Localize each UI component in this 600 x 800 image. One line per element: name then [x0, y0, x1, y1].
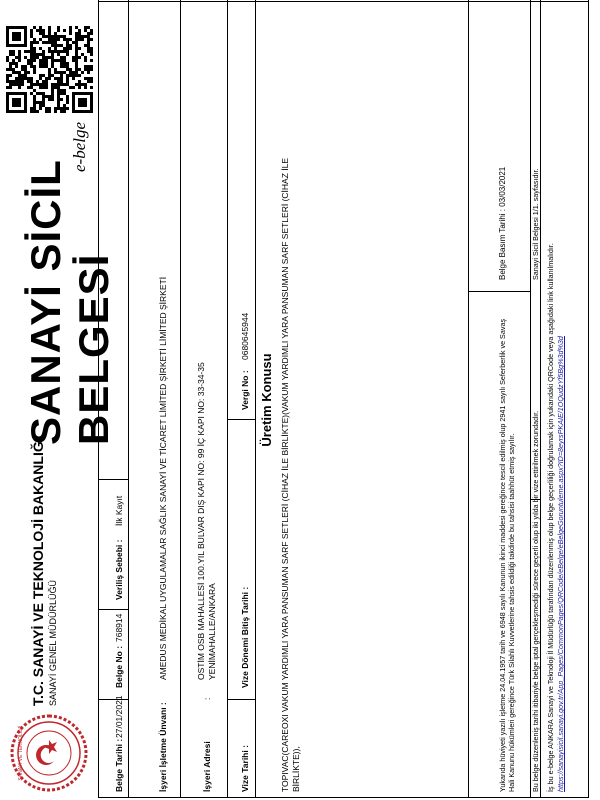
unvan-value: AMEDUS MEDİKAL UYGULAMALAR SAĞLIK SANAYİ VE TİCARET LİMİTED ŞİRKETİ LİMİTED ŞİRKETİ	[158, 276, 168, 680]
ministry-name: T.C. SANAYİ VE TEKNOLOJİ BAKANLIĞI	[30, 437, 46, 706]
verification-text: İş bu e-belge ANKARA Sanayi ve Teknoloji İl Müdürlüğü tarafından düzenlenmiş olup belge geçerliliği doğrulamak için yukarıdaki QRCode veya aşağıdaki link kullanılmalıdır.	[546, 243, 555, 792]
vize-label: Vize Tarihi :	[240, 745, 250, 792]
row3-divider	[227, 0, 228, 798]
document-title: SANAYİ SİCİL BELGESİ	[22, 159, 117, 445]
cell-divider	[468, 291, 530, 292]
qr-code-icon[interactable]	[6, 5, 94, 133]
footer-divider-3	[540, 0, 541, 798]
verilis-value: İlk Kayıt	[114, 495, 124, 526]
frame-top-line	[98, 0, 99, 798]
production-heading: Üretim Konusu	[259, 353, 274, 447]
vize-donemi-label: Vize Dönemi Bitiş Tarihi :	[240, 586, 250, 688]
frame-left-line	[98, 797, 588, 798]
svg-text:SANAYİ VE TEKNOLOJİ: SANAYİ VE TEKNOLOJİ	[18, 725, 24, 781]
production-line2: BİRLİKTE)),	[291, 746, 301, 792]
unvan-label: İşyeri İşletme Ünvanı :	[158, 702, 168, 792]
validity-text: Bu belge düzenleniş tarihi itibariyle belge iptal gerçekleşmediği sürece geçerli olup iki yılda bir vize ettirilmek zorundadır.	[531, 410, 540, 792]
production-line1: TOPIVAC(CAREOXI VAKUM YARDIMLI YARA PANSUMAN SARF SETLERİ (CİHAZ İLE BİRLİKTE)(VAKUM YARDIMLI YARA PANSUMAN SARF SETLERİ (CİHAZ İLE	[280, 157, 290, 792]
vergi-no-label: Vergi No :	[240, 370, 250, 410]
page-info: Sanayi Sicil Belgesi 1/1. sayfasıdır.	[531, 168, 540, 280]
adres-colon: :	[202, 697, 212, 700]
legal-text-line2: Hali Kanunu hükümleri gereğince Türk Silahlı Kuvvetlerine tahsis edildiği takdirde bu tahsisi taahhüt etmiş sayılır.	[507, 433, 516, 792]
cell-divider	[227, 699, 255, 700]
belge-tarihi-label: Belge Tarihi :	[114, 738, 124, 792]
cell-divider	[227, 419, 255, 420]
document-subtitle: e-belge	[70, 121, 89, 172]
adres-label: İşyeri Adresi	[202, 741, 212, 792]
belge-no-label: Belge No :	[114, 645, 124, 688]
legal-text-line1: Yukarıda hüviyeti yazılı işletme 24.04.1957 tarih ve 6948 sayılı Kanunun ikinci maddesi gereğince tescil edilmiş olup 2941 sayılı Seferberlik ve Savaş	[498, 318, 507, 792]
print-date: Belge Basım Tarihi : 03/03/2021	[498, 166, 507, 280]
adres-line2: YENİMAHALLE/ANKARA	[207, 583, 217, 680]
ministry-seal-icon	[8, 712, 90, 794]
adres-line1: OSTİM OSB MAHALLESİ 100.YIL BULVAR DIŞ KAPI NO: 99 İÇ KAPI NO: 33-34-35	[196, 362, 206, 680]
belge-tarihi-value: 27/01/2021	[114, 695, 124, 738]
verification-link[interactable]: https://sanayisicil.sanayi.gov.tr/App_Pages/CommonPages/QRCode/eBelge/eBelgeGoruntuleme.aspx?ID=8eyrsPKAIE/1OQudzYf5Bg%3d%3d	[556, 336, 565, 792]
footer-divider	[468, 0, 469, 798]
directorate-name: SANAYİ GENEL MÜDÜRLÜĞÜ	[48, 579, 58, 706]
cell-divider	[98, 479, 128, 480]
row4-divider	[255, 0, 256, 798]
row2-divider	[180, 0, 181, 798]
belge-no-value: 768914	[114, 613, 124, 642]
frame-bottom-line	[588, 0, 589, 798]
cell-divider	[98, 609, 128, 610]
verilis-label: Veriliş Sebebi :	[114, 539, 124, 600]
frame-right-line	[98, 1, 588, 2]
vergi-no-value: 0680645944	[240, 312, 250, 360]
row1-divider	[128, 0, 129, 798]
